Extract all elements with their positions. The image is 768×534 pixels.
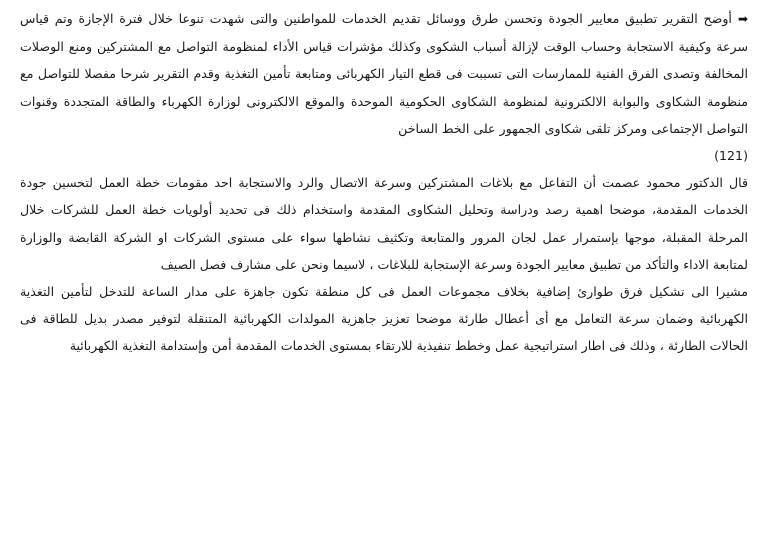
paragraph-text: أوضح التقرير تطبيق معايير الجودة وتحسن طرق ووسائل تقديم الخدمات للمواطنين والتى شهدت تنوعا خلال فترة الإجازة وتم قياس سرعة وكيفية الاستجابة وحساب الوقت لإزالة أسباب الشكوى وكذلك مؤشرات قياس الأداء لمنظومة التواصل مع المشتركين ومنع الوصلات المخالفة وتصدى الفرق الفنية للممارسات التى تسببت فى قطع التيار الكهربائى ومتابعة تأمين التغذية وقدم التقرير شرحا مفصلا للتواصل مع منظومة الشكاوى والبوابة الالكترونية لمنظومة الشكاوى الحكومية الموحدة والموقع الالكترونى لوزارة الكهرباء والطاقة المتجددة وقنوات التواصل الإجتماعى ومركز تلقى شكاوى الجمهور على الخط الساخن (20, 11, 748, 136)
bullet-arrow-icon: ➡ (737, 12, 748, 26)
hotline-number: (121) (714, 148, 748, 164)
paragraph-minister-statement (20, 169, 748, 278)
paragraph-report-summary (20, 5, 748, 169)
paragraph-text: مشيرا الى تشكيل فرق طوارئ إضافية بخلاف مجموعات العمل فى كل منطقة تكون جاهزة على مدار الساعة للتدخل لتأمين التغذية الكهربائية وضمان سرعة التعامل مع أى أعطال طارئة موضحا تعزيز جاهزية المولدات الكهربائية المتنقلة لتوفير مصدر بديل للطاقة فى الحالات الطارئة ، وذلك فى اطار استراتيجية عمل وخطط تنفيذية للارتقاء بمستوى الخدمات المقدمة أمن وإستدامة التغذية الكهربائية (20, 284, 748, 354)
paragraph-emergency-teams (20, 278, 748, 360)
paragraph-text: قال الدكتور محمود عصمت أن التفاعل مع بلاغات المشتركين وسرعة الاتصال والرد والاستجابة احد مقومات خطة العمل لتحسين جودة الخدمات المقدمة، موضحا اهمية رصد ودراسة وتحليل الشكاوى المقدمة واستخدام ذلك فى تحديد أولويات خطة العمل للشركات خلال المرحلة المقبلة، موجها بإستمرار عمل لجان المرور والمتابعة وتكثيف نشاطها سواء على مستوى الشركات او الشركة القابضة والوزارة لمتابعة الاداء والتأكد من تطبيق معايير الجودة وسرعة الإستجابة للبلاغات ، لاسيما ونحن على مشارف فصل الصيف (20, 175, 748, 272)
article-body (20, 5, 748, 360)
